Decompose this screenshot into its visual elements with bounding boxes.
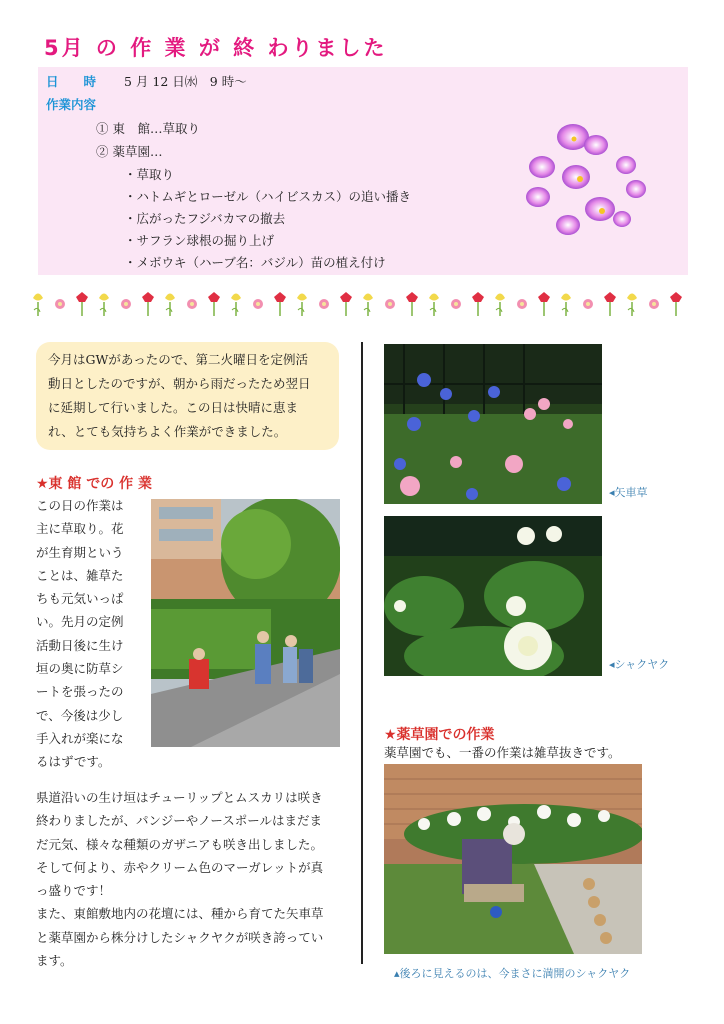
intro-line: れ、とても気持ちよく作業ができました。: [48, 424, 287, 439]
subtask-item: ・メボウキ（ハーブ名：バジル）苗の植え付け: [124, 255, 386, 270]
east-column-text: [36, 494, 148, 774]
date-value: 5 月 12 日㈬ 9 時～: [124, 74, 247, 89]
subtask-item: ・広がったフジバカマの撤去: [124, 211, 286, 226]
column-divider: [361, 342, 363, 964]
text-line: 終わりましたが、パンジーやノースポールはまだま: [36, 813, 322, 829]
text-line: 主に草取り。花: [36, 521, 124, 537]
subtask-item: ・サフラン球根の掘り上げ: [124, 233, 275, 248]
text-line: この日の作業は: [36, 498, 124, 513]
herb-text: 薬草園でも、一番の作業は雑草抜きです。: [384, 745, 621, 760]
text-line: が生育期という: [36, 544, 124, 560]
east-building-photo: [151, 499, 340, 747]
caption-garden: ▴後ろに見えるのは、今まさに満開のシャクヤク: [394, 967, 631, 980]
page-title: 5月 の 作 業 が 終 わりました: [44, 36, 388, 60]
text-line: 活動日後に生け: [36, 637, 124, 653]
text-line: と薬草園から株分けしたシャクヤクが咲き誇ってい: [36, 929, 324, 945]
intro-line: 今月はGWがあったので、第二火曜日を定例活: [48, 352, 308, 367]
east-heading: ★東 館 での 作 業: [36, 476, 153, 492]
herb-heading: ★薬草園での作業: [384, 727, 495, 743]
text-line: また、東館敷地内の花壇には、種から育てた矢車草: [36, 906, 324, 922]
tasks-label: 作業内容: [46, 97, 97, 112]
peony-photo: [384, 516, 602, 676]
text-line: ートを張ったの: [36, 684, 124, 700]
text-line: っ盛りです！: [36, 883, 112, 899]
flower-border-icon: [30, 290, 694, 318]
text-line: で、今後は少し: [36, 707, 124, 723]
caption-cornflower: ◂矢車草: [609, 486, 648, 499]
text-line: 垣の奥に防草シ: [36, 661, 124, 677]
task-2: ② 薬草園…: [96, 144, 163, 159]
text-line: 手入れが楽にな: [36, 730, 124, 746]
east-body-text: [36, 786, 356, 972]
text-line: ます。: [36, 953, 73, 969]
subtask-item: ・草取り: [124, 167, 175, 182]
date-label: 日 時: [46, 74, 97, 89]
text-line: ことは、雑草た: [36, 567, 124, 583]
flower-illustration-icon: [518, 117, 652, 243]
cornflower-photo: [384, 344, 602, 504]
text-line: ちも元気いっぱ: [36, 591, 124, 607]
text-line: るはずです。: [36, 754, 111, 770]
text-line: 県道沿いの生け垣はチューリップとムスカリは咲き: [36, 790, 323, 805]
intro-box: [36, 342, 339, 450]
task-1: ① 東 館…草取り: [96, 121, 200, 136]
text-line: そして何より、赤やクリーム色のマーガレットが真: [36, 859, 324, 875]
subtask-item: ・ハトムギとローゼル（ハイビスカス）の追い播き: [124, 189, 412, 204]
text-line: い。先月の定例: [36, 614, 124, 630]
caption-peony: ◂シャクヤク: [609, 658, 670, 671]
herb-garden-photo: [384, 764, 642, 954]
intro-line: に延期して行いました。この日は快晴に恵ま: [48, 400, 299, 415]
intro-line: 動日としたのですが、朝から雨だったため翌日: [48, 376, 311, 391]
text-line: だ元気、様々な種類のガザニアも咲き出しました。: [36, 836, 324, 852]
